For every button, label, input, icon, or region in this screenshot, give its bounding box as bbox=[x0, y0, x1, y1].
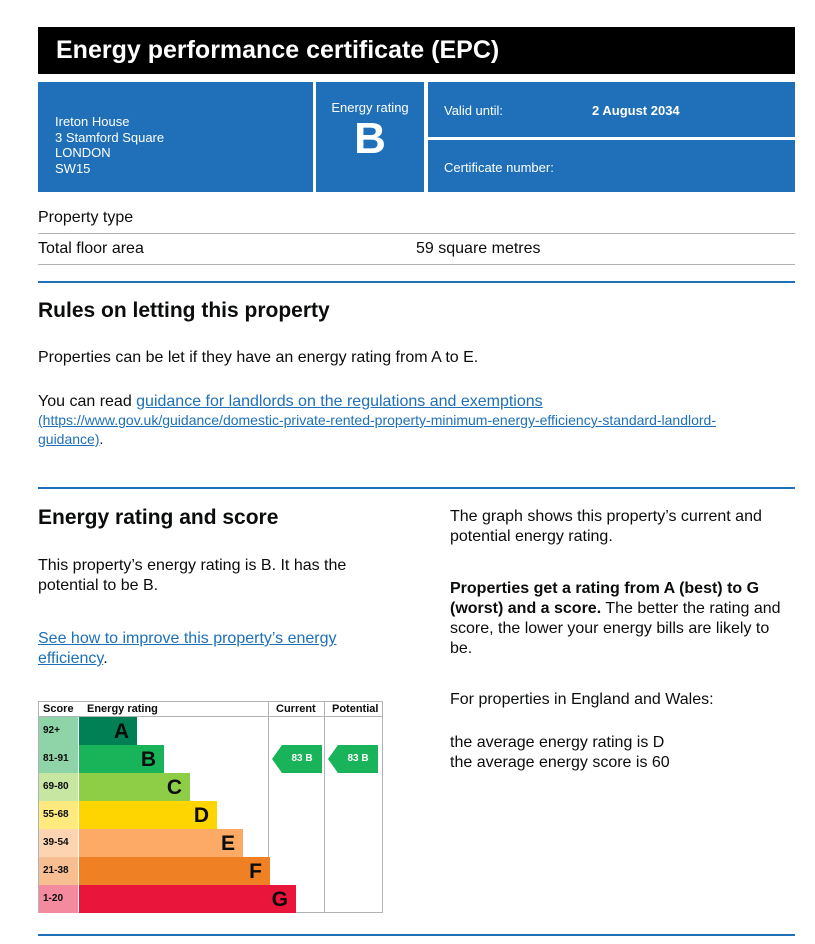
address-line-4: SW15 bbox=[55, 160, 91, 176]
rating-explanation-rest: The better the rating and score, the lower your energy bills are likely to be. bbox=[450, 600, 781, 657]
score-range-g: 1-20 bbox=[39, 885, 78, 913]
rating-paragraph: This property’s energy rating is B. It has the potential to be B. bbox=[38, 557, 347, 594]
current-rating-arrow bbox=[272, 745, 322, 773]
guidance-url-line-1[interactable]: (https://www.gov.uk/guidance/domestic-private-rented-property-minimum-energy-efficiency-standard-landlord- bbox=[38, 412, 716, 428]
guidance-url bbox=[38, 411, 795, 449]
improve-suffix: . bbox=[103, 650, 108, 667]
address-panel bbox=[38, 82, 313, 192]
band-e: E bbox=[79, 829, 243, 857]
guidance-paragraph bbox=[38, 392, 795, 412]
divider bbox=[38, 264, 795, 265]
certificate-number-label: Certificate number: bbox=[444, 160, 554, 175]
section-divider bbox=[38, 934, 795, 936]
improve-paragraph bbox=[38, 629, 383, 669]
divider bbox=[38, 233, 795, 234]
letting-heading: Rules on letting this property bbox=[38, 299, 330, 322]
valid-until-panel bbox=[428, 82, 795, 137]
header-score: Score bbox=[43, 703, 74, 715]
score-range-f: 21-38 bbox=[39, 857, 78, 885]
score-heading: Energy rating and score bbox=[38, 506, 279, 529]
rating-explanation-bold: Properties get a rating from A (best) to G (worst) and a score. bbox=[450, 580, 760, 617]
score-range-c: 69-80 bbox=[39, 773, 78, 801]
energy-rating-label: Energy rating bbox=[331, 100, 409, 115]
band-g: G bbox=[79, 885, 296, 913]
improve-link[interactable]: See how to improve this property’s energy efficiency bbox=[38, 630, 337, 667]
score-range-b: 81-91 bbox=[39, 745, 78, 773]
score-range-a: 92+ bbox=[39, 717, 78, 745]
band-b: B bbox=[79, 745, 164, 773]
energy-rating-value: B bbox=[354, 114, 386, 163]
valid-until-value: 2 August 2034 bbox=[592, 103, 680, 118]
epc-rating-chart bbox=[38, 701, 383, 913]
potential-rating-arrow-tip bbox=[328, 745, 338, 773]
header-energy-rating: Energy rating bbox=[87, 703, 158, 715]
score-range-d: 55-68 bbox=[39, 801, 78, 829]
floor-area-row bbox=[38, 240, 795, 258]
page-title: Energy performance certificate (EPC) bbox=[38, 27, 795, 74]
section-divider bbox=[38, 487, 795, 489]
guidance-suffix: . bbox=[99, 431, 104, 447]
average-score-text: the average energy score is 60 bbox=[450, 754, 670, 771]
score-range-e: 39-54 bbox=[39, 829, 78, 857]
energy-rating-panel bbox=[316, 82, 424, 192]
valid-until-label: Valid until: bbox=[444, 103, 504, 118]
guidance-url-line-2[interactable]: guidance) bbox=[38, 431, 100, 447]
guidance-prefix: You can read bbox=[38, 393, 137, 410]
letting-paragraph: Properties can be let if they have an energy rating from A to E. bbox=[38, 349, 479, 366]
header-potential: Potential bbox=[332, 703, 379, 715]
band-f: F bbox=[79, 857, 270, 885]
average-rating-text: the average energy rating is D bbox=[450, 734, 665, 751]
certificate-number-panel bbox=[428, 140, 795, 192]
potential-rating-arrow bbox=[328, 745, 378, 773]
floor-area-label: Total floor area bbox=[38, 240, 144, 257]
band-a: A bbox=[79, 717, 137, 745]
column-divider bbox=[324, 702, 325, 912]
current-rating-arrow-label: 83 B bbox=[282, 745, 322, 773]
address-line-3: LONDON bbox=[55, 145, 111, 160]
address-line-2: 3 Stamford Square bbox=[55, 129, 165, 145]
address-line-1: Ireton House bbox=[55, 114, 130, 129]
section-divider bbox=[38, 281, 795, 283]
property-type-label: Property type bbox=[38, 209, 134, 226]
property-type-row bbox=[38, 209, 795, 227]
current-rating-arrow-tip bbox=[272, 745, 282, 773]
guidance-link[interactable]: guidance for landlords on the regulations and exemptions bbox=[136, 393, 543, 410]
rating-explanation bbox=[450, 579, 790, 659]
floor-area-value: 59 square metres bbox=[416, 240, 541, 257]
band-c: C bbox=[79, 773, 190, 801]
potential-rating-arrow-label: 83 B bbox=[338, 745, 378, 773]
england-wales-text: For properties in England and Wales: bbox=[450, 691, 714, 708]
band-d: D bbox=[79, 801, 217, 829]
header-current: Current bbox=[276, 703, 316, 715]
graph-description: The graph shows this property’s current and potential energy rating. bbox=[450, 508, 762, 545]
